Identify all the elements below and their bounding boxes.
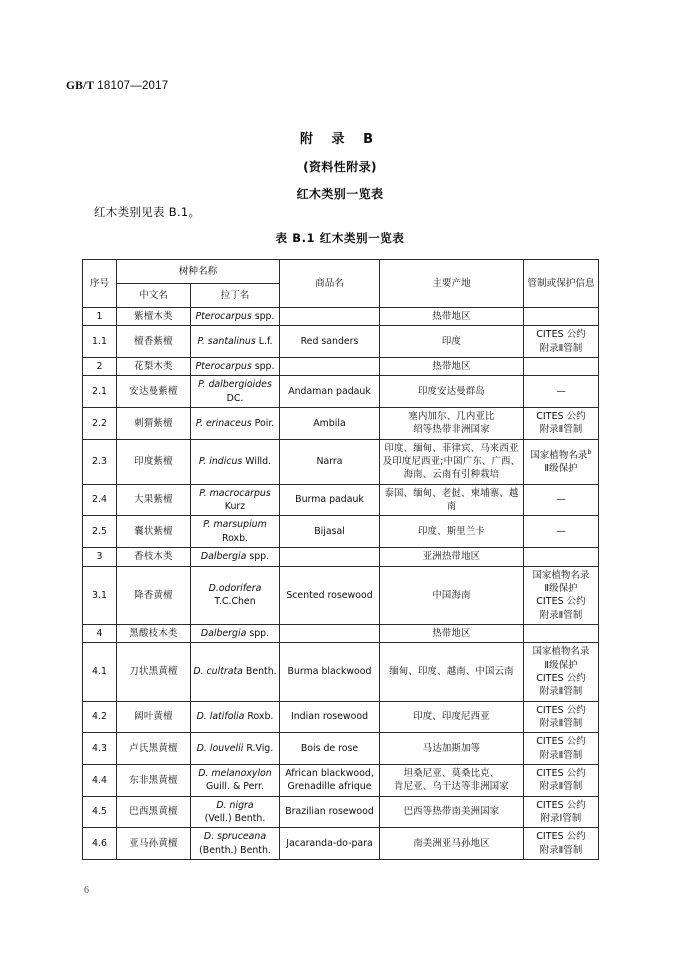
cell-commodity-name: Scented rosewood <box>280 566 380 624</box>
cell-regulation <box>524 624 599 642</box>
cell-latin-name: P. macrocarpus Kurz <box>191 484 280 516</box>
cell-latin-name: Pterocarpus spp. <box>191 308 280 326</box>
cell-main-origin: 亚洲热带地区 <box>380 548 524 566</box>
standard-code: GB/T <box>66 80 95 92</box>
table-row <box>83 326 599 358</box>
cell-seq: 1.1 <box>83 326 117 358</box>
cell-commodity-name: Bijasal <box>280 516 380 548</box>
annex-name: 红木类别一览表 <box>296 187 384 201</box>
table-row <box>83 516 599 548</box>
cell-chinese-name: 囊状紫檀 <box>117 516 191 548</box>
cell-seq: 4.3 <box>83 733 117 765</box>
cell-chinese-name: 黑酸枝木类 <box>117 624 191 642</box>
cell-latin-name: P. indicus Willd. <box>191 439 280 484</box>
cell-latin-name: P. dalbergioides DC. <box>191 376 280 408</box>
standard-number: 18107—2017 <box>97 80 169 92</box>
footnote-marker: b <box>587 447 592 456</box>
table-row <box>83 643 599 701</box>
cell-commodity-name: Burma padauk <box>280 484 380 516</box>
table-row <box>83 358 599 376</box>
cell-main-origin: 印度、斯里兰卡 <box>380 516 524 548</box>
cell-chinese-name: 亚马孙黄檀 <box>117 828 191 860</box>
cell-latin-name: D. cultrata Benth. <box>191 643 280 701</box>
cell-main-origin: 塞内加尔、几内亚比 绍等热带非洲国家 <box>380 408 524 440</box>
cell-regulation: CITES 公约 附录Ⅱ管制 <box>524 764 599 796</box>
cell-commodity-name <box>280 308 380 326</box>
cell-main-origin: 热带地区 <box>380 624 524 642</box>
cell-latin-name: D. latifolia Roxb. <box>191 701 280 733</box>
cell-regulation: — <box>524 484 599 516</box>
cell-regulation <box>524 308 599 326</box>
cell-latin-name: Dalbergia spp. <box>191 548 280 566</box>
cell-seq: 4.4 <box>83 764 117 796</box>
cell-commodity-name <box>280 548 380 566</box>
cell-regulation: — <box>524 376 599 408</box>
cell-chinese-name: 卢氏黑黄檀 <box>117 733 191 765</box>
cell-commodity-name: Brazilian rosewood <box>280 796 380 828</box>
cell-chinese-name: 安达曼紫檀 <box>117 376 191 408</box>
cell-regulation: CITES 公约 附录Ⅰ管制 <box>524 796 599 828</box>
cell-commodity-name: Indian rosewood <box>280 701 380 733</box>
cell-commodity-name: Bois de rose <box>280 733 380 765</box>
cell-seq: 4.5 <box>83 796 117 828</box>
annex-subtitle: (资料性附录) <box>303 160 377 174</box>
cell-chinese-name: 香枝木类 <box>117 548 191 566</box>
cell-chinese-name: 大果紫檀 <box>117 484 191 516</box>
cell-seq: 3 <box>83 548 117 566</box>
cell-seq: 4.2 <box>83 701 117 733</box>
cell-chinese-name: 印度紫檀 <box>117 439 191 484</box>
table-row <box>83 408 599 440</box>
cell-commodity-name <box>280 624 380 642</box>
species-table <box>82 259 599 860</box>
table-row <box>83 764 599 796</box>
table-row <box>83 376 599 408</box>
cell-main-origin: 坦桑尼亚、莫桑比克、 肯尼亚、乌干达等非洲国家 <box>380 764 524 796</box>
cell-chinese-name: 东非黑黄檀 <box>117 764 191 796</box>
cell-chinese-name: 巴西黑黄檀 <box>117 796 191 828</box>
cell-main-origin: 热带地区 <box>380 308 524 326</box>
cell-chinese-name: 降香黄檀 <box>117 566 191 624</box>
table-row <box>83 308 599 326</box>
table-row <box>83 624 599 642</box>
cell-seq: 2.3 <box>83 439 117 484</box>
table-row <box>83 828 599 860</box>
cell-chinese-name: 檀香紫檀 <box>117 326 191 358</box>
header-chinese-name: 中文名 <box>117 284 191 308</box>
header-latin-name: 拉丁名 <box>191 284 280 308</box>
cell-regulation: CITES 公约 附录Ⅱ管制 <box>524 326 599 358</box>
cell-latin-name: P. marsupium Roxb. <box>191 516 280 548</box>
cell-main-origin: 中国海南 <box>380 566 524 624</box>
cell-regulation: CITES 公约 附录Ⅱ管制 <box>524 733 599 765</box>
cell-latin-name: P. erinaceus Poir. <box>191 408 280 440</box>
cell-seq: 4.6 <box>83 828 117 860</box>
table-body <box>83 308 599 860</box>
cell-regulation: CITES 公约 附录Ⅱ管制 <box>524 408 599 440</box>
table-row <box>83 733 599 765</box>
cell-main-origin: 印度、缅甸、菲律宾、马来西亚 及印度尼西亚;中国广东、广西、 海南、云南有引种栽培 <box>380 439 524 484</box>
cell-regulation <box>524 548 599 566</box>
intro-paragraph: 红木类别见表 B.1。 <box>94 205 201 219</box>
table-row <box>83 701 599 733</box>
cell-seq: 1 <box>83 308 117 326</box>
cell-seq: 2.5 <box>83 516 117 548</box>
header-commodity-name: 商品名 <box>280 260 380 308</box>
header-main-origin: 主要产地 <box>380 260 524 308</box>
cell-commodity-name: Burma blackwood <box>280 643 380 701</box>
cell-latin-name: P. santalinus L.f. <box>191 326 280 358</box>
annex-title: 附 录 B <box>300 132 380 147</box>
cell-seq: 2 <box>83 358 117 376</box>
cell-seq: 4 <box>83 624 117 642</box>
table-head <box>83 260 599 308</box>
cell-regulation: 国家植物名录 Ⅱ级保护 CITES 公约 附录Ⅱ管制 <box>524 566 599 624</box>
cell-seq: 4.1 <box>83 643 117 701</box>
cell-main-origin: 马达加斯加等 <box>380 733 524 765</box>
cell-latin-name: D. melanoxylon Guill. & Perr. <box>191 764 280 796</box>
cell-commodity-name: Narra <box>280 439 380 484</box>
cell-seq: 2.1 <box>83 376 117 408</box>
cell-chinese-name: 刺猬紫檀 <box>117 408 191 440</box>
table-header-row-1 <box>83 260 599 284</box>
table-row <box>83 548 599 566</box>
cell-commodity-name: Jacaranda-do-para <box>280 828 380 860</box>
cell-commodity-name: African blackwood, Grenadille afrique <box>280 764 380 796</box>
cell-chinese-name: 花梨木类 <box>117 358 191 376</box>
cell-main-origin: 印度、印度尼西亚 <box>380 701 524 733</box>
cell-chinese-name: 阔叶黄檀 <box>117 701 191 733</box>
cell-main-origin: 印度 <box>380 326 524 358</box>
cell-regulation: CITES 公约 附录Ⅱ管制 <box>524 828 599 860</box>
cell-latin-name: Dalbergia spp. <box>191 624 280 642</box>
header-regulation: 管制或保护信息 <box>524 260 599 308</box>
cell-chinese-name: 紫檀木类 <box>117 308 191 326</box>
cell-commodity-name: Red sanders <box>280 326 380 358</box>
table-caption: 表 B.1 红木类别一览表 <box>275 231 405 245</box>
cell-main-origin: 印度安达曼群岛 <box>380 376 524 408</box>
table-row <box>83 439 599 484</box>
cell-main-origin: 巴西等热带南美洲国家 <box>380 796 524 828</box>
table-row <box>83 566 599 624</box>
cell-regulation: 国家植物名录$^b$ Ⅱ级保护 <box>524 439 599 484</box>
cell-chinese-name: 刀状黑黄檀 <box>117 643 191 701</box>
cell-seq: 3.1 <box>83 566 117 624</box>
cell-seq: 2.2 <box>83 408 117 440</box>
cell-regulation <box>524 358 599 376</box>
annex-heading-block <box>0 128 680 202</box>
cell-main-origin: 缅甸、印度、越南、中国云南 <box>380 643 524 701</box>
cell-regulation: CITES 公约 附录Ⅱ管制 <box>524 701 599 733</box>
cell-main-origin: 泰国、缅甸、老挝、柬埔寨、越南 <box>380 484 524 516</box>
cell-commodity-name <box>280 358 380 376</box>
standard-header <box>66 80 168 92</box>
cell-latin-name: D. louvelii R.Vig. <box>191 733 280 765</box>
cell-latin-name: D.odorifera T.C.Chen <box>191 566 280 624</box>
cell-seq: 2.4 <box>83 484 117 516</box>
cell-commodity-name: Ambila <box>280 408 380 440</box>
cell-latin-name: Pterocarpus spp. <box>191 358 280 376</box>
cell-commodity-name: Andaman padauk <box>280 376 380 408</box>
cell-regulation: — <box>524 516 599 548</box>
species-table-wrapper <box>82 259 598 860</box>
table-row <box>83 484 599 516</box>
cell-latin-name: D. nigra (Vell.) Benth. <box>191 796 280 828</box>
cell-main-origin: 南美洲亚马孙地区 <box>380 828 524 860</box>
cell-regulation: 国家植物名录 Ⅱ级保护 CITES 公约 附录Ⅱ管制 <box>524 643 599 701</box>
header-species-name: 树种名称 <box>117 260 280 284</box>
cell-latin-name: D. spruceana (Benth.) Benth. <box>191 828 280 860</box>
cell-main-origin: 热带地区 <box>380 358 524 376</box>
page-number: 6 <box>84 885 89 896</box>
table-row <box>83 796 599 828</box>
header-seq: 序号 <box>83 260 117 308</box>
